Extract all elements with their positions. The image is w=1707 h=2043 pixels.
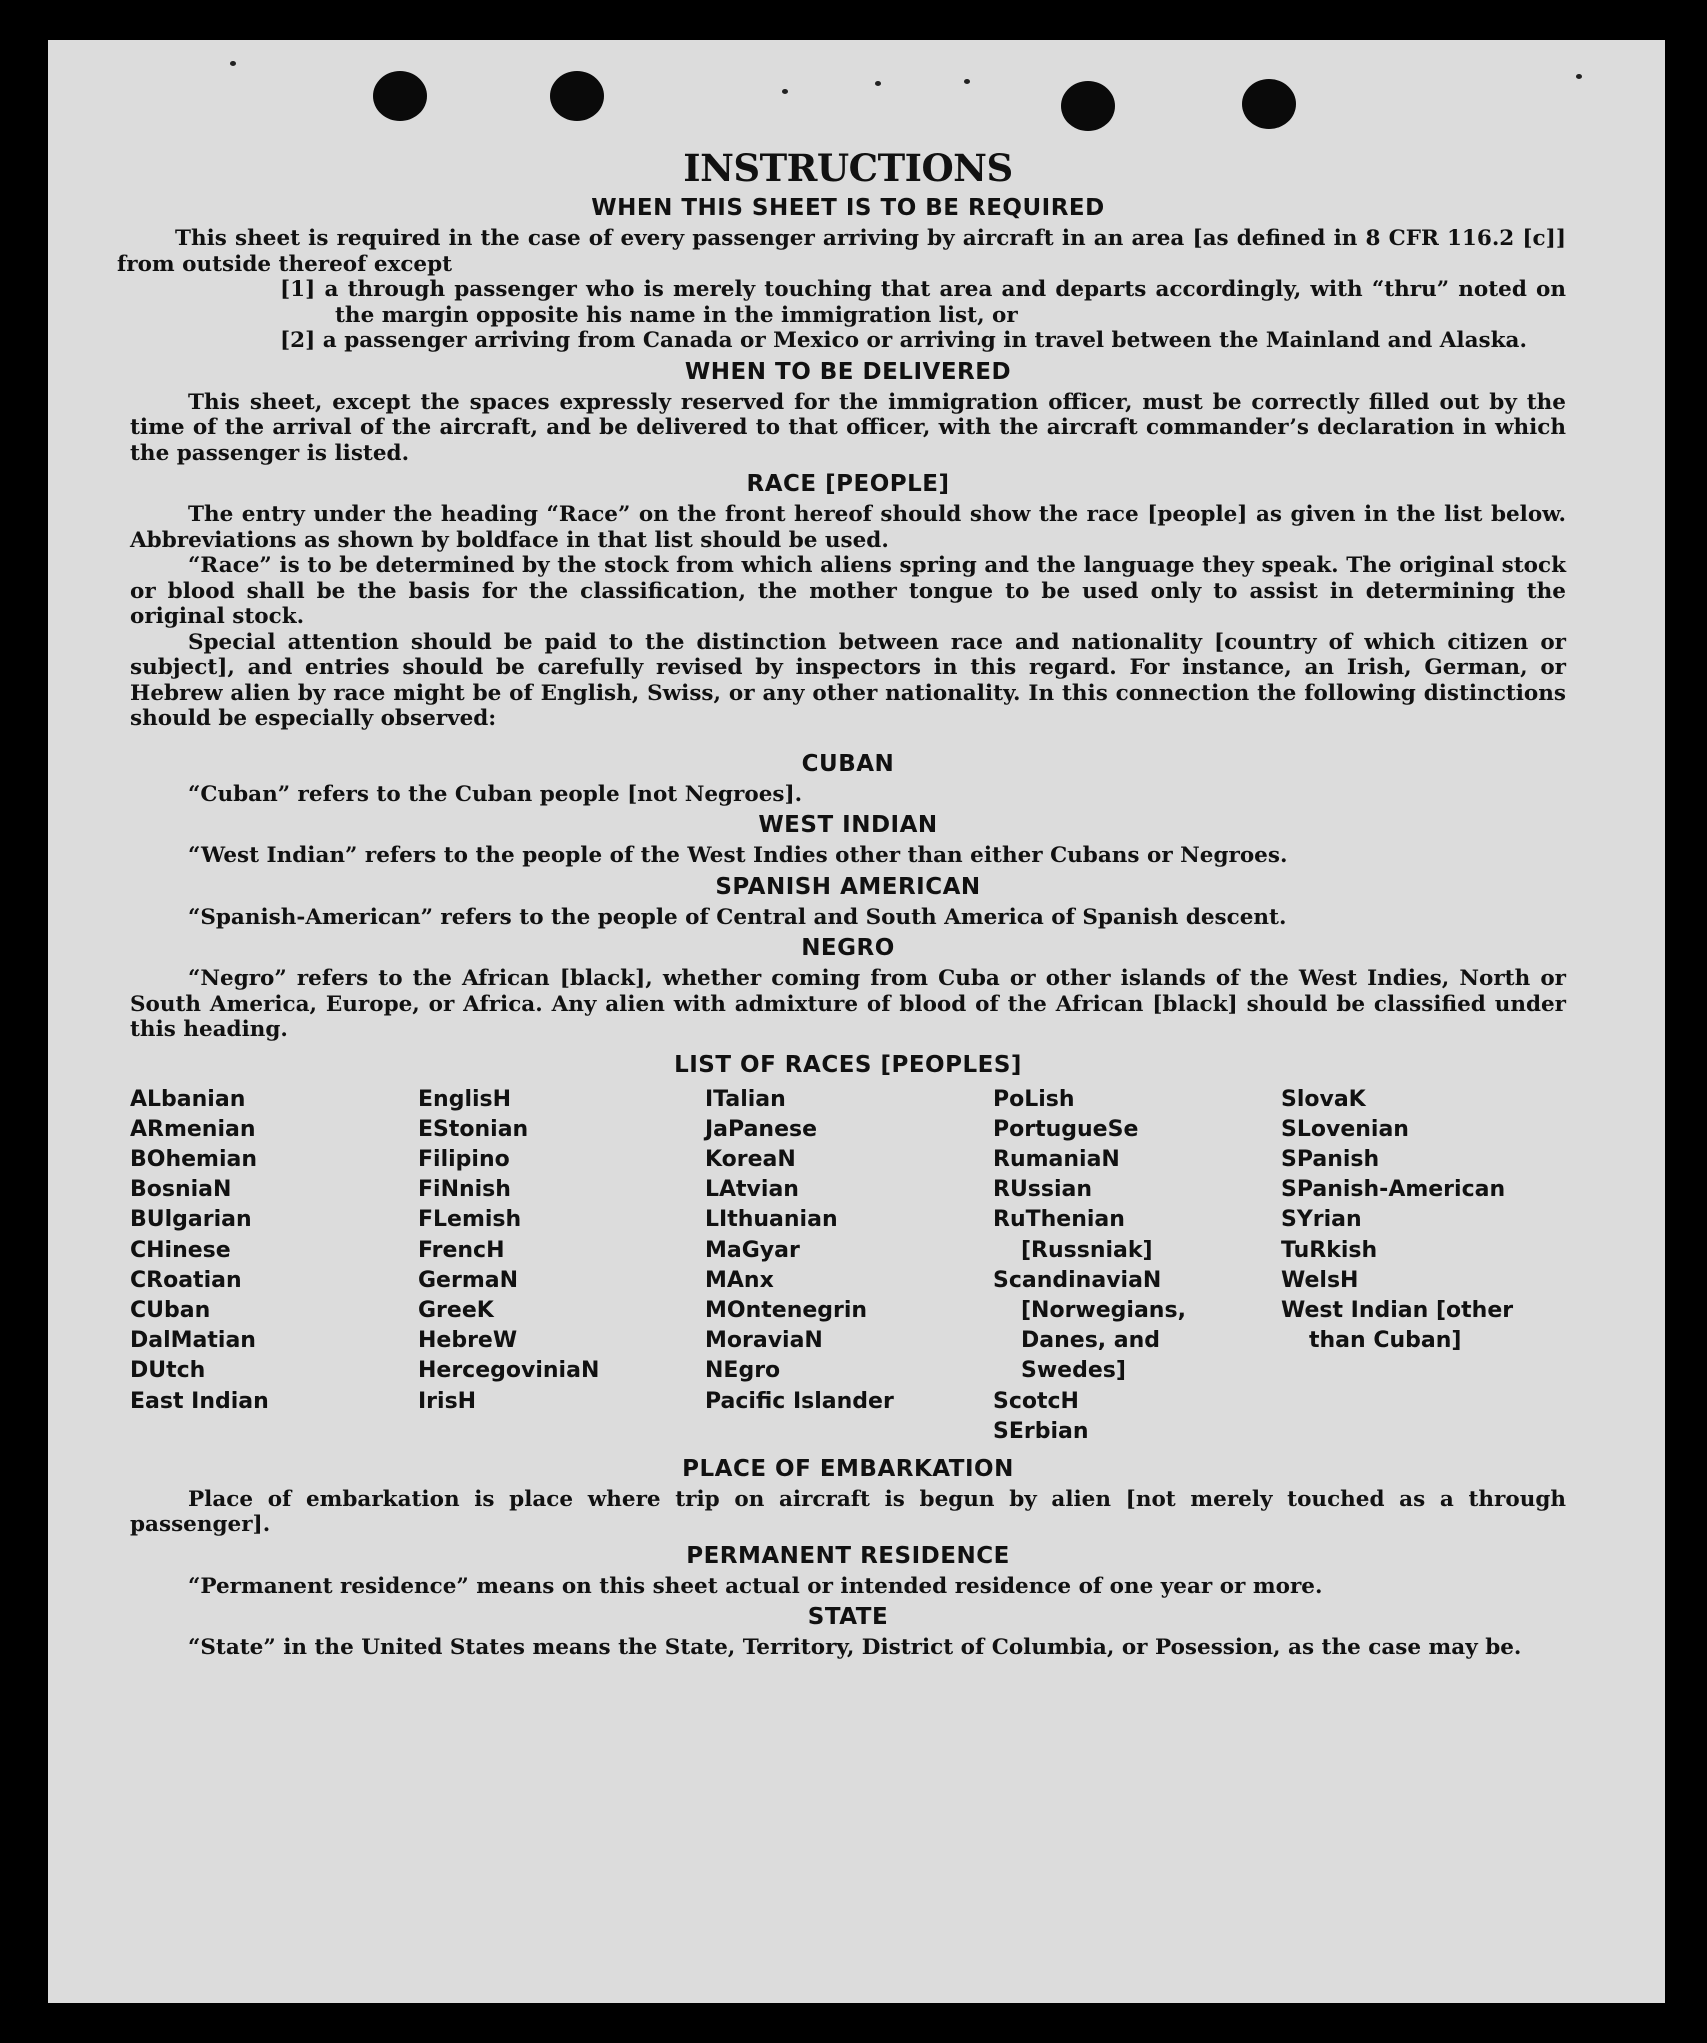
race-item: GermaN [418, 1267, 519, 1293]
race-item: GreeK [418, 1297, 494, 1323]
heading-when-delivered: WHEN TO BE DELIVERED [684, 358, 1012, 385]
race-item: SPanish-American [1281, 1177, 1506, 1203]
state-text: “State” in the United States means the State, Territory, District of Columbia, or Posession, as the case may be. [188, 1635, 1522, 1661]
required-item-1: [1] a through passenger who is merely touching that area and departs accordingly, with “thru” noted on the margin opposite his name in the immigration list, or [280, 277, 1566, 328]
race-item: NEgro [705, 1358, 781, 1384]
race-item: KoreaN [705, 1146, 796, 1172]
race-item: FLemish [418, 1207, 522, 1233]
race-item: BosniaN [130, 1177, 232, 1203]
race-item: LIthuanian [705, 1207, 838, 1233]
embarkation-text: Place of embarkation is place where trip on aircraft is begun by alien [not merely touched as a through passenger]. [130, 1486, 1566, 1538]
race-list-column-3 [705, 1085, 993, 1447]
heading-west-indian: WEST INDIAN [758, 812, 938, 838]
race-item: WelsH [1281, 1267, 1359, 1293]
punch-hole [550, 71, 604, 121]
race-item: ScandinaviaN [Norwegians, Danes, and Swedes] [993, 1267, 1186, 1384]
race-item: BUlgarian [130, 1207, 252, 1233]
race-item: LAtvian [705, 1177, 799, 1203]
heading-race: RACE [PEOPLE] [746, 471, 950, 497]
race-item: PortugueSe [993, 1116, 1139, 1142]
page-title: INSTRUCTIONS [683, 146, 1013, 190]
required-item-2: [2] a passenger arriving from Canada or Mexico or arriving in travel between the Mainland and Alaska. [280, 328, 1527, 353]
race-item: MoraviaN [705, 1328, 823, 1354]
race-item: CRoatian [130, 1267, 242, 1293]
race-item: HebreW [418, 1328, 518, 1354]
instructions-content [117, 146, 1566, 1661]
heading-when-required: WHEN THIS SHEET IS TO BE REQUIRED [591, 195, 1105, 221]
race-item: BOhemian [130, 1146, 258, 1172]
speck [964, 79, 970, 84]
race-item: MAnx [705, 1267, 774, 1293]
race-item: Pacific Islander [705, 1388, 894, 1414]
race-item: ARmenian [130, 1116, 256, 1142]
race-list [130, 1085, 1566, 1447]
race-item: CUban [130, 1297, 211, 1323]
race-item: EStonian [418, 1116, 529, 1142]
required-text: This sheet is required in the case of every passenger arriving by aircraft in an area [as defined in 8 CFR 116.2 [c]] from outside thereof except [117, 226, 1566, 277]
heading-negro: NEGRO [801, 935, 895, 961]
race-item: SlovaK [1281, 1086, 1366, 1112]
speck [1576, 74, 1582, 79]
race-paragraph-2: “Race” is to be determined by the stock from which aliens spring and the language they speak. The original stock or blood shall be the basis for the classification, the mother tongue to be used only to assist in determining the original stock. [130, 553, 1566, 629]
speck [782, 89, 788, 94]
race-item: CHinese [130, 1237, 231, 1263]
speck [875, 81, 881, 86]
race-item: RumaniaN [993, 1146, 1120, 1172]
race-item: Filipino [418, 1146, 510, 1172]
heading-permanent-residence: PERMANENT RESIDENCE [686, 1542, 1010, 1569]
race-item: HercegoviniaN [418, 1358, 600, 1384]
delivered-text: This sheet, except the spaces expressly reserved for the immigration officer, must be correctly filled out by the time of the arrival of the aircraft, and be delivered to that officer, with the aircraft commander’s declaration in which the passenger is listed. [130, 389, 1566, 466]
race-item: TuRkish [1281, 1237, 1378, 1263]
race-item: East Indian [130, 1388, 269, 1414]
race-paragraph-3: Special attention should be paid to the distinction between race and nationality [country of which citizen or subject], and entries should be carefully revised by inspectors in this regard. For instance, an Irish, German, or Hebrew alien by race might be of English, Swiss, or any other nationality. In this connection the following distinctions should be especially observed: [130, 629, 1566, 731]
race-item: ScotcH [993, 1388, 1079, 1414]
race-item: SYrian [1281, 1207, 1362, 1233]
race-item: MOntenegrin [705, 1297, 868, 1323]
negro-text: “Negro” refers to the African [black], whether coming from Cuba or other islands of the West Indies, North or South America, Europe, or Africa. Any alien with admixture of blood of the African [black] should be classified under this heading. [130, 966, 1566, 1042]
race-item: ALbanian [130, 1086, 246, 1112]
race-paragraph-1: The entry under the heading “Race” on the front hereof should show the race [people] as given in the list below. Abbreviations as shown by boldface in that list should be used. [130, 502, 1566, 553]
heading-state: STATE [807, 1604, 889, 1631]
race-item: SPanish [1281, 1146, 1380, 1172]
race-item: RUssian [993, 1177, 1093, 1203]
race-item: PoLish [993, 1086, 1075, 1112]
race-item: SErbian [993, 1418, 1089, 1444]
race-item: EnglisH [418, 1086, 512, 1112]
spanish-american-text: “Spanish-American” refers to the people of Central and South America of Spanish descent. [188, 904, 1287, 930]
punch-hole [1061, 81, 1115, 131]
race-list-column-5 [1281, 1085, 1566, 1447]
race-item: JaPanese [705, 1116, 818, 1142]
race-item: FiNnish [418, 1177, 511, 1203]
west-indian-text: “West Indian” refers to the people of the West Indies other than either Cubans or Negroes. [188, 843, 1288, 868]
document-sheet [48, 40, 1665, 2003]
punch-hole [373, 71, 427, 121]
race-item: ITalian [705, 1086, 786, 1112]
race-item: West Indian [other than Cuban] [1281, 1297, 1514, 1354]
race-list-column-1 [130, 1085, 418, 1447]
race-item: FrencH [418, 1237, 505, 1263]
race-item: RuThenian [Russniak] [993, 1207, 1153, 1263]
residence-text: “Permanent residence” means on this sheet actual or intended residence of one year or more. [188, 1573, 1323, 1599]
heading-place-of-embarkation: PLACE OF EMBARKATION [682, 1455, 1014, 1482]
race-item: DUtch [130, 1358, 206, 1384]
race-item: DalMatian [130, 1328, 256, 1354]
heading-spanish-american: SPANISH AMERICAN [715, 873, 981, 900]
heading-cuban: CUBAN [801, 750, 895, 777]
punch-hole [1242, 79, 1296, 129]
race-list-column-4 [993, 1085, 1281, 1447]
cuban-text: “Cuban” refers to the Cuban people [not Negroes]. [188, 781, 803, 807]
heading-list-of-races: LIST OF RACES [PEOPLES] [674, 1051, 1022, 1078]
race-item: SLovenian [1281, 1116, 1409, 1142]
speck [230, 61, 236, 66]
race-item: IrisH [418, 1388, 477, 1414]
race-item: MaGyar [705, 1237, 800, 1263]
race-list-column-2 [418, 1085, 705, 1447]
